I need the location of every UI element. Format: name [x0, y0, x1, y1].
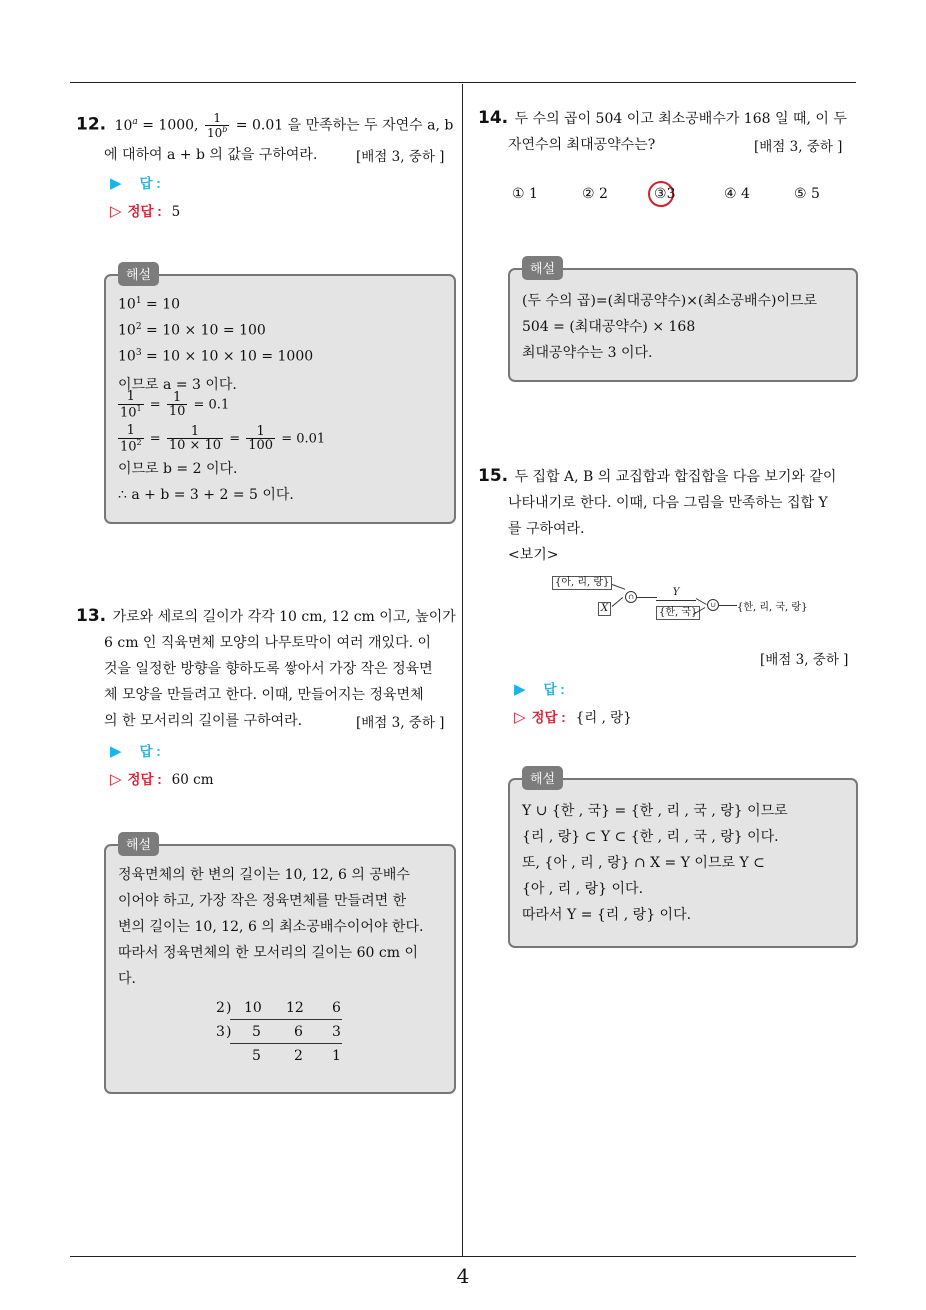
q14-line2: 자연수의 최대공약수는?: [508, 137, 656, 153]
q14-sol-line3: 최대공약수는 3 이다.: [522, 345, 653, 361]
y-label: Y: [672, 587, 680, 598]
q15-sol-line3: 또, {아 , 리 , 랑} ∩ X = Y 이므로 Y ⊂: [522, 855, 765, 871]
q13-sol-line3: 변의 길이는 10, 12, 6 의 최소공배수이어야 한다.: [118, 919, 424, 935]
q12-sol-line1: $10^1 = 10$: [118, 296, 181, 313]
q12-sol-frac-line1: $\frac{1}{10^1}$ = $\frac{1}{10}$ = 0.1: [120, 389, 230, 420]
q12-number: 12.: [76, 114, 107, 135]
triangle-outline-icon: ▷: [110, 771, 122, 788]
q13-solution-tag: 해설: [118, 832, 159, 856]
bottom-rule: [70, 1256, 856, 1257]
q14-solution-tag: 해설: [522, 256, 563, 280]
q15-sol-line4: {아 , 리 , 랑} 이다.: [522, 881, 644, 897]
q15-answer-row: [514, 678, 565, 698]
answer-label: 답 :: [139, 176, 161, 191]
q15-line3: 를 구하여라.: [508, 521, 585, 537]
q15-line2: 나타내기로 한다. 이때, 다음 그림을 만족하는 집합 Y: [508, 495, 828, 511]
correct-label: 정답 :: [127, 772, 162, 787]
q13-sol-line2: 이어야 하고, 가장 작은 정육면체를 만들려면 한: [118, 893, 407, 909]
q12-line1: 12. $10^a = 1000$, $\frac{1}{10^b}$ = 0.01 을 만족하는 두 자연수 a, b: [76, 111, 454, 140]
correct-label: 정답 :: [127, 204, 162, 219]
q13-sol-line5: 다.: [118, 971, 136, 987]
q12-sol-frac-line2: $\frac{1}{10^2}$ = $\frac{1}{10 \times 10}$ = $\frac{1}{100}$ = 0.01: [120, 423, 326, 454]
q14-choice-4[interactable]: ④ 4: [724, 186, 750, 202]
q14-score: [배점 3, 중하 ]: [754, 139, 843, 155]
column-divider: [462, 84, 463, 1256]
q13-sol-line4: 따라서 정육면체의 한 모서리의 길이는 60 cm 이: [118, 945, 418, 961]
result-set: {한, 리, 국, 랑}: [737, 602, 808, 613]
q13-line1: 13. 가로와 세로의 길이가 각각 10 cm, 12 cm 이고, 높이가: [76, 606, 456, 626]
q15-sol-line1: Y ∪ {한 , 국} = {한 , 리 , 국 , 랑} 이므로: [522, 803, 788, 819]
play-icon: ▶: [514, 681, 526, 698]
q14-choice-1[interactable]: ① 1: [512, 186, 538, 202]
q12-solution-tag: 해설: [118, 262, 159, 286]
q14-sol-line2: 504 = (최대공약수) × 168: [522, 319, 696, 335]
q12-fraction: $\frac{1}{10^b}$: [206, 111, 228, 140]
triangle-outline-icon: ▷: [514, 709, 526, 726]
play-icon: ▶: [110, 175, 122, 192]
q14-sol-line1: (두 수의 곱)=(최대공약수)×(최소공배수)이므로: [522, 293, 818, 309]
q13-line2: 6 cm 인 직육면체 모양의 나무토막이 여러 개있다. 이: [104, 635, 432, 651]
q15-line4: <보기>: [508, 547, 559, 563]
q13-correct-value: 60 cm: [171, 772, 214, 788]
q13-line4: 체 모양을 만들려고 한다. 이때, 만들어지는 정육면체: [104, 687, 424, 703]
q12-sol-line4: 이므로 a = 3 이다.: [118, 377, 237, 393]
correct-label: 정답 :: [531, 710, 566, 725]
q15-correct-value: {리 , 랑}: [575, 710, 632, 726]
q12-sol-line3: $10^3 = 10 \times 10 \times 10 = 1000$: [118, 348, 314, 365]
q14-choice-3[interactable]: ③3: [654, 186, 676, 202]
q13-correct-row: [110, 768, 214, 788]
set-box-2: {한, 국}: [656, 606, 700, 620]
q15-number: 15.: [478, 466, 509, 486]
q15-score: [배점 3, 중하 ]: [760, 652, 849, 668]
q12-sol-line7: 이므로 b = 2 이다.: [118, 461, 238, 477]
q14-line1: 14. 두 수의 곱이 504 이고 최소공배수가 168 일 때, 이 두: [478, 108, 847, 128]
q12-line2: 에 대하여 a + b 의 값을 구하여라.: [104, 147, 318, 163]
q12-sol-line2: $10^2 = 10 \times 10 = 100$: [118, 322, 266, 339]
answer-label: 답 :: [543, 682, 565, 697]
q12-score: [배점 3, 중하 ]: [356, 149, 445, 165]
q12-correct-value: 5: [171, 204, 181, 220]
q14-choice-2[interactable]: ② 2: [582, 186, 608, 202]
play-icon: ▶: [110, 743, 122, 760]
q15-sol-line5: 따라서 Y = {리 , 랑} 이다.: [522, 907, 692, 923]
q14-number: 14.: [478, 108, 509, 128]
triangle-outline-icon: ▷: [110, 203, 122, 220]
q12-sol-line8: ∴ a + b = 3 + 2 = 5 이다.: [118, 487, 294, 503]
q15-line1: 15. 두 집합 A, B 의 교집합과 합집합을 다음 보기와 같이: [478, 466, 837, 486]
top-rule: [70, 82, 856, 83]
q13-answer-row: [110, 740, 161, 760]
q13-line5: 의 한 모서리의 길이를 구하여라.: [104, 713, 303, 729]
q12-answer-row: [110, 172, 161, 192]
intersection-node: ∩: [625, 591, 637, 603]
q15-solution-tag: 해설: [522, 766, 563, 790]
q15-sol-line2: {리 , 랑} ⊂ Y ⊂ {한 , 리 , 국 , 랑} 이다.: [522, 829, 779, 845]
union-node: ∪: [707, 599, 719, 611]
q12-correct-row: [110, 200, 180, 220]
q13-line3: 것을 일정한 방향을 향하도록 쌓아서 가장 작은 정육면: [104, 661, 433, 677]
q13-number: 13.: [76, 606, 107, 626]
q14-choice-5[interactable]: ⑤ 5: [794, 186, 820, 202]
q13-sol-line1: 정육면체의 한 변의 길이는 10, 12, 6 의 공배수: [118, 867, 410, 883]
set-box-x: X: [598, 602, 611, 616]
q13-score: [배점 3, 중하 ]: [356, 715, 445, 731]
answer-label: 답 :: [139, 744, 161, 759]
set-box-1: {아, 리, 랑}: [552, 576, 612, 590]
q15-correct-row: [514, 706, 632, 726]
page-number: 4: [456, 1264, 470, 1288]
